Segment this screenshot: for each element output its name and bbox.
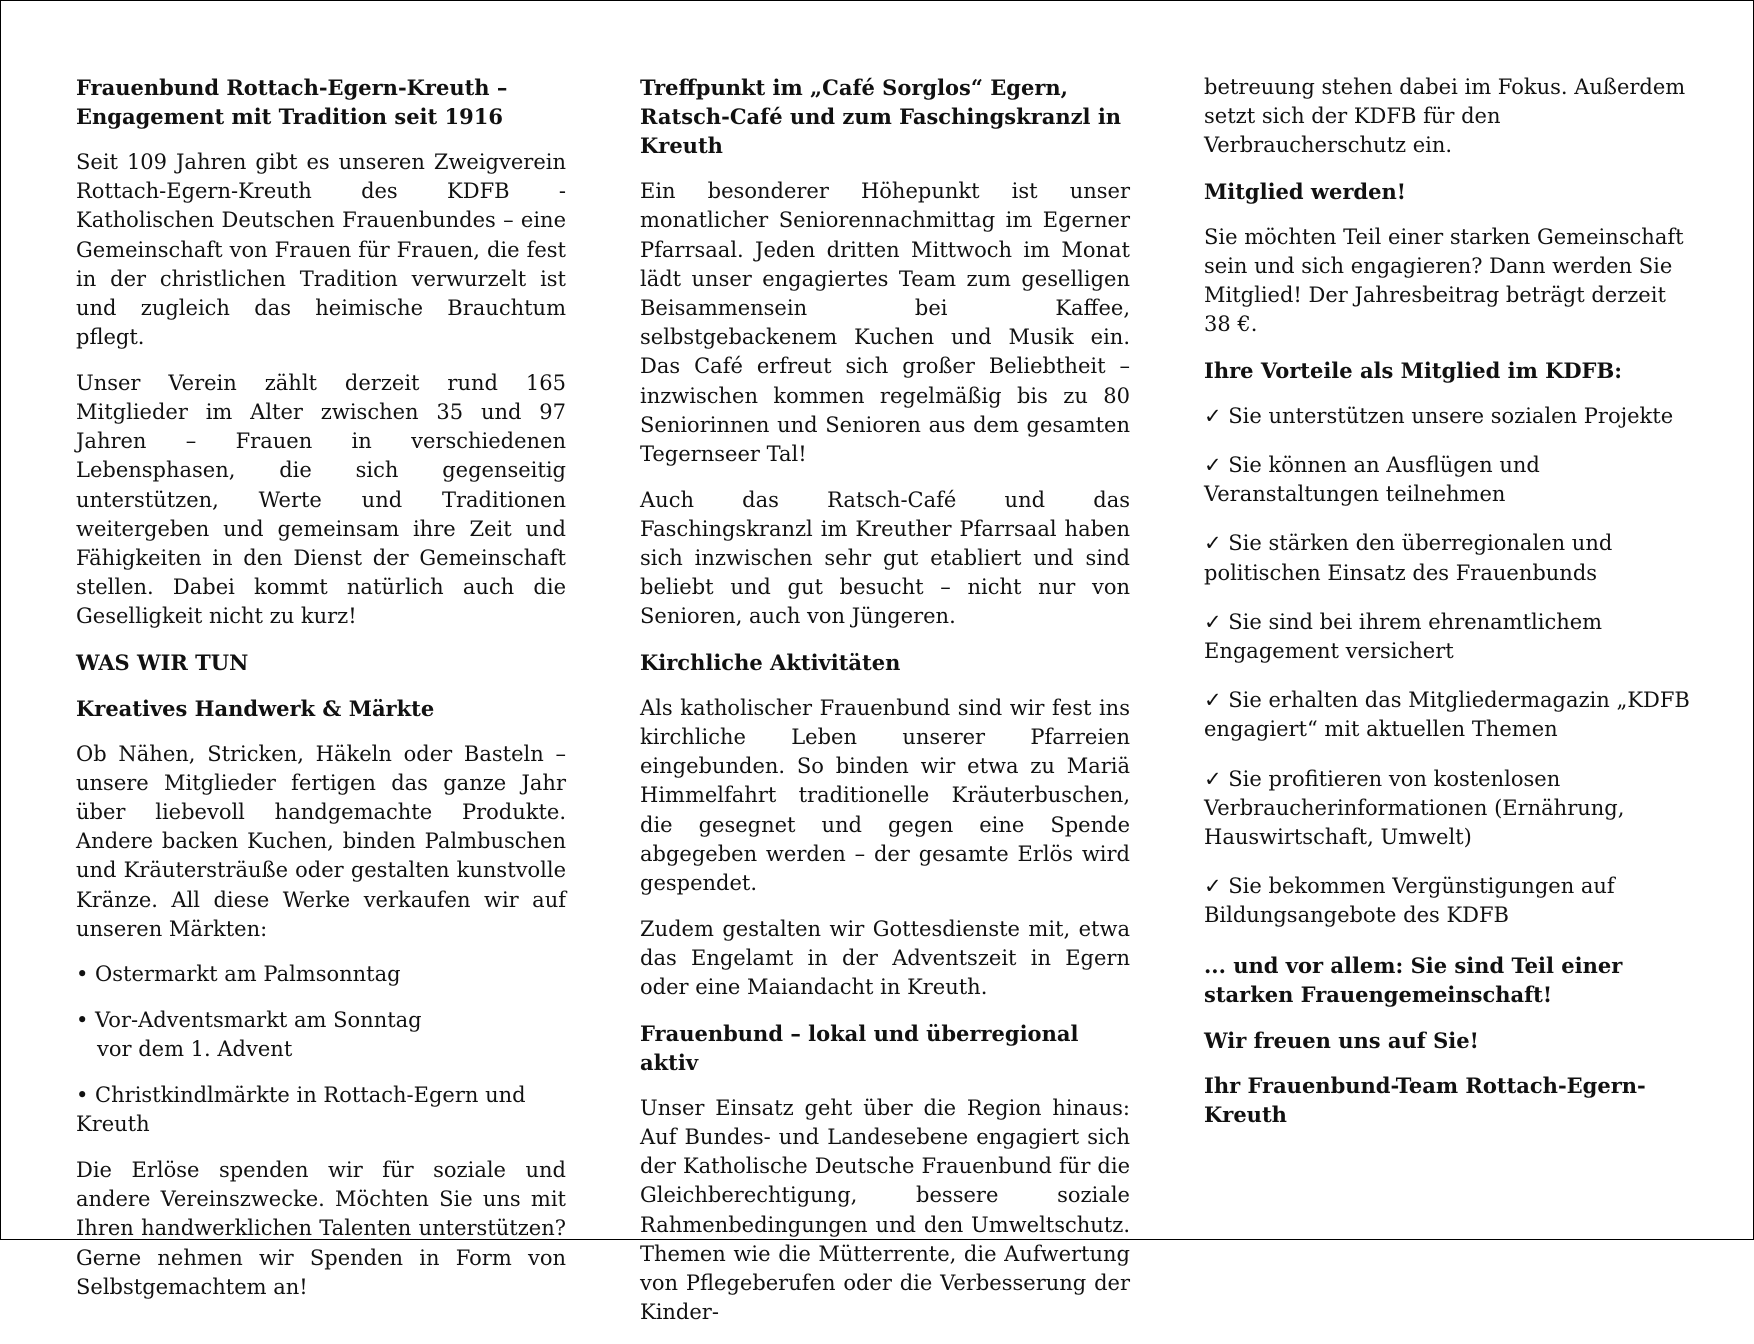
crafts-paragraph: Ob Nähen, Stricken, Häkeln oder Basteln – unsere Mitglieder fertigen das ganze Jahr über liebevoll handgemachte Produkte. Andere backen Kuchen, binden Palmbuschen und Kräutersträuße oder gestalten kunstvolle Kränze. All diese Werke verkaufen wir auf unseren Märkten:	[76, 741, 566, 941]
cafe-heading: Treffpunkt im „Café Sorglos“ Egern, Ratsch-Café und zum Faschingskranzl in Kreuth	[640, 75, 1122, 159]
column-left	[76, 73, 566, 1319]
market-item-line: vor dem 1. Advent	[97, 1037, 293, 1062]
check-icon: ✓	[1204, 609, 1222, 634]
market-item: • Christkindlmärkte in Rottach-Egern und Kreuth	[76, 1083, 526, 1137]
market-item	[76, 1006, 566, 1064]
section-heading-what-we-do: WAS WIR TUN	[76, 650, 249, 676]
join-heading: Mitglied werden!	[1204, 179, 1406, 205]
cafe-paragraph: Ein besonderer Höhepunkt ist unser monatlicher Seniorennachmittag im Egerner Pfarrsaal. Jeden dritten Mittwoch im Monat lädt unser engagiertes Team zum geselligen Beisammensein bei Kaffee, selbstgebackenem Kuchen und Musik ein. Das Café erfreut sich großer Beliebtheit – inzwischen kommen regelmäßig bis zu 80 Seniorinnen und Senioren aus dem gesamten Tegernseer Tal!	[640, 179, 1130, 466]
benefit-item	[1204, 402, 1694, 431]
join-paragraph: Sie möchten Teil einer starken Gemeinschaft sein und sich engagieren? Dann werden Sie Mitglied! Der Jahresbeitrag beträgt derzeit 38 €.	[1204, 224, 1684, 337]
ratsch-paragraph: Auch das Ratsch-Café und das Faschingskranzl im Kreuther Pfarrsaal haben sich inzwischen sehr gut etabliert und sind beliebt und gut besucht – nicht nur von Senioren, auch von Jüngeren.	[640, 487, 1130, 629]
church-heading: Kirchliche Aktivitäten	[640, 650, 901, 676]
benefit-text: Sie erhalten das Mitgliedermagazin „KDFB engagiert“ mit aktuellen Themen	[1204, 688, 1690, 742]
crafts-heading: Kreatives Handwerk & Märkte	[76, 695, 435, 721]
check-icon: ✓	[1204, 403, 1222, 428]
column-middle	[640, 73, 1130, 1344]
benefit-item	[1204, 872, 1694, 930]
benefit-item	[1204, 765, 1694, 853]
benefit-text: Sie profitieren von kostenlosen Verbraucherinformationen (Ernährung, Hauswirtschaft, Umwelt)	[1204, 766, 1625, 850]
closing-line: Wir freuen uns auf Sie!	[1204, 1027, 1479, 1053]
benefit-text: Sie können an Ausflügen und Veranstaltungen teilnehmen	[1204, 453, 1540, 507]
members-paragraph: Unser Verein zählt derzeit rund 165 Mitglieder im Alter zwischen 35 und 97 Jahren – Frauen in verschiedenen Lebensphasen, die sich gegenseitig unterstützen, Werte und Traditionen weitergeben und gemeinsam ihre Zeit und Fähigkeiten in den Dienst der Gemeinschaft stellen. Dabei kommt natürlich auch die Geselligkeit nicht zu kurz!	[76, 370, 566, 629]
benefit-text: Sie unterstützen unsere sozialen Projekte	[1228, 403, 1674, 428]
benefit-text: Sie stärken den überregionalen und politischen Einsatz des Frauenbunds	[1204, 531, 1613, 585]
benefits-heading: Ihre Vorteile als Mitglied im KDFB:	[1204, 358, 1622, 384]
benefit-text: Sie sind bei ihrem ehrenamtlichem Engagement versichert	[1204, 609, 1603, 664]
proceeds-paragraph: Die Erlöse spenden wir für soziale und andere Vereinszwecke. Möchten Sie uns mit Ihren handwerklichen Talenten unterstützen? Gerne nehmen wir Spenden in Form von Selbstgemachtem an!	[76, 1158, 566, 1299]
main-title: Frauenbund Rottach-Egern-Kreuth – Engagement mit Tradition seit 1916	[76, 75, 508, 130]
regional-paragraph: Unser Einsatz geht über die Region hinaus: Auf Bundes- und Landesebene engagiert sich der Katholische Deutsche Frauenbund für die Gleichberechtigung, bessere soziale Rahmenbedingungen und den Umweltschutz. Themen wie die Mütterrente, die Aufwertung von Pflegeberufen oder die Verbesserung der Kinder-	[640, 1095, 1130, 1325]
service-paragraph: Zudem gestalten wir Gottesdienste mit, etwa das Engelamt in der Adventszeit in Egern oder eine Maiandacht in Kreuth.	[640, 916, 1130, 1000]
benefit-item	[1204, 529, 1694, 587]
benefit-item	[1204, 451, 1694, 509]
benefit-item	[1204, 608, 1694, 666]
regional-heading: Frauenbund – lokal und überregional aktiv	[640, 1020, 1079, 1076]
market-item: • Ostermarkt am Palmsonntag	[76, 962, 401, 987]
continuation-paragraph: betreuung stehen dabei im Fokus. Außerdem setzt sich der KDFB für den Verbraucherschutz ein.	[1204, 75, 1686, 158]
market-item-line: • Vor-Adventsmarkt am Sonntag	[76, 1008, 422, 1033]
intro-paragraph: Seit 109 Jahren gibt es unseren Zweigverein Rottach-Egern-Kreuth des KDFB - Katholischen Deutschen Frauenbundes – eine Gemeinschaft von Frauen für Frauen, die fest in der christlichen Tradition verwurzelt ist und zugleich das heimische Brauchtum pflegt.	[76, 149, 566, 350]
check-icon: ✓	[1204, 531, 1222, 556]
benefit-text: Sie bekommen Vergünstigungen auf Bildungsangebote des KDFB	[1204, 874, 1615, 928]
check-icon: ✓	[1204, 453, 1222, 478]
signature-line: Ihr Frauenbund-Team Rottach-Egern-Kreuth	[1204, 1073, 1646, 1128]
check-icon: ✓	[1204, 874, 1222, 899]
benefit-item	[1204, 686, 1694, 744]
church-paragraph: Als katholischer Frauenbund sind wir fest ins kirchliche Leben unserer Pfarreien eingebunden. So binden wir etwa zu Mariä Himmelfahrt traditionelle Kräuterbuschen, die gesegnet und gegen eine Spende abgegeben werden – der gesamte Erlös wird gespendet.	[640, 695, 1130, 896]
check-icon: ✓	[1204, 766, 1222, 791]
check-icon: ✓	[1204, 688, 1222, 713]
column-right	[1204, 73, 1694, 1146]
closing-line: ... und vor allem: Sie sind Teil einer starken Frauengemeinschaft!	[1204, 952, 1623, 1007]
